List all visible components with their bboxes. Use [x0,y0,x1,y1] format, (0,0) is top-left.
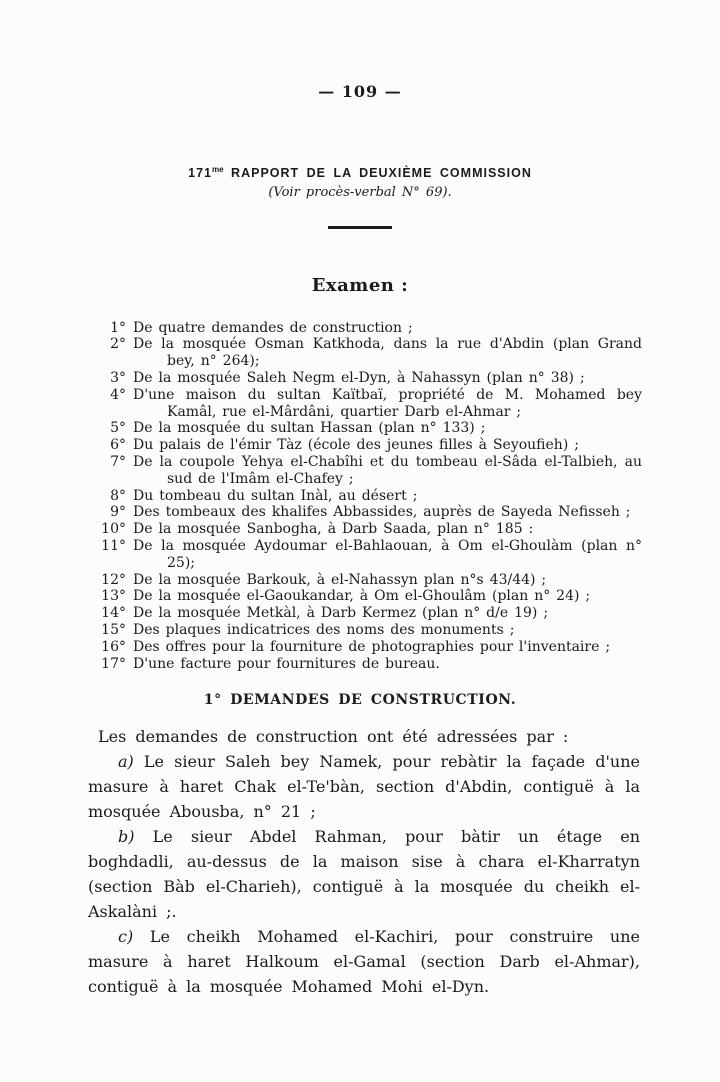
list-item [96,588,642,605]
list-item [96,488,642,505]
list-item [96,538,642,572]
examen-list [96,320,642,673]
item-number: 17° [101,655,126,672]
item-text: De la mosquée Aydoumar el-Bahlaouan, à Om el-Ghoulàm (plan n° 25); [133,538,642,571]
list-item [96,454,642,488]
list-item [96,387,642,421]
item-text: De quatre demandes de construction ; [133,319,413,336]
paragraph-b [88,824,640,924]
page-number: — 109 — [318,82,402,101]
report-ordinal: me [212,165,224,174]
list-item [96,437,642,454]
report-number: 171 [188,166,212,181]
paragraph-label: b) [118,827,135,847]
item-number: 14° [101,605,126,622]
item-text: De la mosquée Barkouk, à el-Nahassyn plan n°s 43/44) ; [133,571,547,588]
list-item [96,521,642,538]
item-text: D'une facture pour fournitures de bureau. [133,655,440,672]
section-heading [0,692,720,708]
list-item [96,370,642,387]
item-number: 9° [110,504,126,521]
section-title: DEMANDES DE CONSTRUCTION. [230,692,517,709]
item-number: 6° [110,437,126,454]
report-title [0,165,720,180]
list-item [96,320,642,337]
item-number: 15° [101,622,126,638]
item-text: D'une maison du sultan Kaïtbaï, propriété de M. Mohamed bey Kamâl, rue el-Mârdâni, quartier Darb el-Ahmar ; [133,386,642,420]
report-title-text: RAPPORT DE LA DEUXIÈME COMMISSION [231,166,532,181]
paragraph-a [88,749,640,824]
item-text: De la mosquée Metkàl, à Darb Kermez (plan n° d/e 19) ; [133,605,549,622]
item-text: Des tombeaux des khalifes Abbassides, auprès de Sayeda Nefisseh ; [133,504,631,521]
list-item [96,420,642,437]
paragraph-label: c) [118,927,134,947]
paragraph-label: a) [118,752,134,772]
item-text: De la mosquée Sanbogha, à Darb Saada, plan n° 185 : [133,521,534,538]
examen-heading: Examen : [311,274,409,296]
list-item [96,504,642,521]
item-text: De la coupole Yehya el-Chabîhi et du tombeau el-Sâda el-Talbieh, au sud de l'Imâm el-Chafey ; [133,454,642,487]
list-item [96,336,642,370]
report-subtitle: (Voir procès-verbal N° 69). [268,185,452,201]
item-number: 10° [101,521,126,538]
item-text: De la mosquée Osman Katkhoda, dans la rue d'Abdin (plan Grand bey, n° 264); [133,336,642,370]
item-number: 1° [110,319,126,336]
separator-rule [328,226,392,229]
item-number: 13° [101,588,126,605]
item-text: Du palais de l'émir Tàz (école des jeunes filles à Seyoufieh) ; [133,437,579,454]
section-number: 1° [203,692,222,709]
paragraph-c [88,924,640,999]
list-item [96,639,642,656]
item-number: 2° [110,336,126,353]
item-number: 12° [101,571,126,588]
list-item [96,605,642,622]
list-item [96,622,642,639]
item-text: Des offres pour la fourniture de photographies pour l'inventaire ; [133,638,611,655]
item-text: De la mosquée Saleh Negm el-Dyn, à Nahassyn (plan n° 38) ; [133,370,585,387]
paragraph-text: Le sieur Saleh bey Namek, pour rebàtir la façade d'une masure à haret Chak el-Te'bàn, section d'Abdin, contiguë à la mosquée Abousba, n° 21 ; [88,752,641,822]
item-number: 3° [110,370,126,387]
paragraph-text: Le sieur Abdel Rahman, pour bàtir un étage en boghdadli, au-dessus de la maison sise à chara el-Kharratyn (section Bàb el-Charieh), contiguë à la mosquée du cheikh el-Askalàni ;. [88,827,640,922]
item-text: Du tombeau du sultan Inàl, au désert ; [133,487,418,504]
item-text: Des plaques indicatrices des noms des monuments ; [133,622,515,638]
item-number: 7° [110,454,126,471]
item-text: De la mosquée el-Gaoukandar, à Om el-Ghoulâm (plan n° 24) ; [133,588,591,605]
section-intro: Les demandes de construction ont été adressées par : [98,727,569,747]
item-number: 4° [110,386,126,403]
item-number: 11° [101,538,126,555]
paragraph-text: Le cheikh Mohamed el-Kachiri, pour construire une masure à haret Halkoum el-Gamal (section Darb el-Ahmar), contiguë à la mosquée Mohamed Mohi el-Dyn. [88,927,640,997]
section-body [88,724,640,999]
list-item [96,656,642,673]
item-text: De la mosquée du sultan Hassan (plan n° 133) ; [133,420,486,437]
item-number: 8° [110,487,126,504]
list-item [96,572,642,589]
item-number: 5° [110,420,126,437]
item-number: 16° [101,638,126,655]
